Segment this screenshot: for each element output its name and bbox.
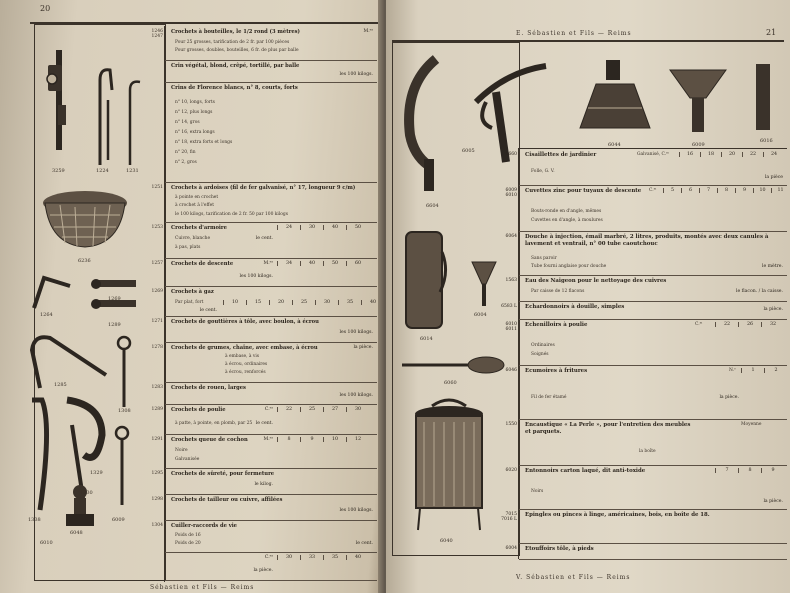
right-running-footer: V. Sébastien et Fils — Reims bbox=[516, 574, 631, 581]
table-row: 6064 Douche à injection, émail marbré, 2 litres, produits, montés avec deux canules à lavement et ventrail, n° 00 tube caoutchouc Sans paroir Tube fourni anglaise pour douche le mètre. bbox=[519, 231, 787, 276]
table-row: 6583 L Echardonnoirs à douille, simples la pièce. bbox=[519, 301, 787, 320]
illus-number: 1338 bbox=[28, 517, 41, 523]
hook-illustration-pair bbox=[90, 60, 150, 170]
sickle-illustration bbox=[400, 55, 446, 195]
left-running-footer: Sébastien et Fils — Reims bbox=[150, 584, 255, 591]
illus-number: 6009 bbox=[112, 517, 125, 523]
illus-number: 6236 bbox=[78, 258, 91, 264]
illus-number: 6016 bbox=[760, 138, 773, 144]
hook-illustration-small bbox=[30, 268, 80, 313]
illus-number: 6010 bbox=[40, 540, 53, 546]
table-row: 1295 Crochets de sûreté, pour fermeture le kilog. bbox=[165, 468, 377, 495]
curved-hook-illustration bbox=[20, 330, 110, 390]
illus-number: 6044 bbox=[608, 142, 621, 148]
gutter-piece-illustration bbox=[754, 62, 774, 132]
illus-number: 3259 bbox=[52, 168, 65, 174]
illus-number: 1269 bbox=[108, 296, 121, 302]
illus-number: 1285 bbox=[54, 382, 67, 388]
stove-pot-illustration bbox=[404, 396, 494, 536]
chain-hook-illustration bbox=[110, 425, 134, 515]
left-page bbox=[0, 0, 384, 593]
table-row: 6009 6010 Cuvettes zinc pour tuyaux de descente C.ᵐ 5 6 7 8 9 10 11 Bouts-ronde en d'angle, mêmes Cuvettes en d'angle, à moulures bbox=[519, 185, 787, 232]
table-row: 1246 1247 Crochets à bouteilles, le 1/2 rond (3 mètres) M.ᵉˢ Pour 25 grosses, tarification de 2 fr. par 100 pièces Pour grosses, doubles, bouteilles, 6 fr. de plus par balle bbox=[165, 26, 377, 61]
left-top-rule bbox=[30, 22, 380, 24]
table-row: C.ᵉˢ 30 33 35 40 la pièce. bbox=[165, 552, 377, 581]
size-cells: 24 30 40 50 bbox=[277, 225, 369, 230]
table-row: 1550 Encaustique « La Perle », pour l'entretien des meubles et parquets. Moyenne la boîte bbox=[519, 419, 787, 466]
table-row: Crins de Florence blancs, n° 8, courts, forts n° 10, longs, forts n° 12, plus longs n° 14, gros n° 16, extra longs n° 18, extra forts et longs n° 20, fin n° 2, gros bbox=[165, 82, 377, 183]
right-page-number: 21 bbox=[766, 28, 777, 37]
table-row: 7015 7016 L Epingles ou pinces à linge, américaines, bois, en boîte de 18. bbox=[519, 509, 787, 544]
illus-number: 6014 bbox=[420, 336, 433, 342]
illus-number: 6004 bbox=[474, 312, 487, 318]
table-row: 6660 Cisaillettes de jardinier Galvanisé, C.ᵐ 16 18 20 22 24 Folle, G. V. la pièce bbox=[519, 149, 787, 186]
gutter-funnel-illustration-2 bbox=[668, 64, 728, 136]
illus-number: 6060 bbox=[444, 380, 457, 386]
illus-number: 6604 bbox=[426, 203, 439, 209]
table-row: 1251 Crochets à ardoises (fil de fer galvanisé, n° 17, longueur 9 c/m) à pointe en crochet à crochet à l'effet le 100 kilogs, tarification de 2 fr. 50 par 100 kilogs bbox=[165, 182, 377, 223]
table-row: 1563 Eau des Naigeon pour le nettoyage des cuivres Par caisse de 12 flacons le flacon. / la caisse. bbox=[519, 275, 787, 302]
table-row: 1253 Crochets d'armoire 24 30 40 50 Cuivre, blanche à pas, plats le cent. bbox=[165, 222, 377, 259]
illus-number: 1289 bbox=[108, 322, 121, 328]
table-row: 1291 Crochets queue de cochon M.ᵉˢ 8 9 10 12 Noire Galvanisée bbox=[165, 434, 377, 469]
table-row: 6046 Ecumoires à fritures N.ᵒ 1 2 Fil de fer étamé la pièce. bbox=[519, 365, 787, 420]
table-row: 1271 Crochets de gouttières à tôle, avec boulon, à écrou les 100 kilogs. bbox=[165, 316, 377, 343]
illus-number: 1329 bbox=[90, 470, 103, 476]
table-row: 1269 Crochets à gaz 10 15 20 25 30 35 40 Par plat, fort le cent. bbox=[165, 286, 377, 317]
illus-number: 6005 bbox=[462, 148, 475, 154]
table-row: 1257 Crochets de descente M.ᵉˢ 34 40 50 60 les 100 kilogs. bbox=[165, 258, 377, 287]
basket-illustration bbox=[40, 185, 130, 255]
lantern-illustration bbox=[40, 45, 80, 155]
funnel-illustration bbox=[470, 258, 498, 308]
illus-number: 1308 bbox=[118, 408, 131, 414]
illus-number: 6040 bbox=[440, 538, 453, 544]
illus-number: 1231 bbox=[126, 168, 139, 174]
row-title: Crochets à bouteilles, le 1/2 rond (3 mètres) bbox=[171, 29, 301, 35]
right-page bbox=[386, 0, 790, 593]
skimmer-illustration bbox=[400, 355, 510, 375]
table-row: Crin végétal, blond, crêpé, tortillé, par balle les 100 kilogs. bbox=[165, 60, 377, 83]
illus-number: 1224 bbox=[96, 168, 109, 174]
illus-number: 1230 bbox=[80, 490, 93, 496]
eye-hook-illustration bbox=[112, 335, 136, 415]
right-price-table bbox=[501, 148, 787, 559]
table-row: 6020 Entonnoirs carton laqué, dit anti-toxide 7 8 9 Noirs la pièce. bbox=[519, 465, 787, 510]
table-row: 1289 Crochets de poulie C.ᵉˢ 22 25 27 30 à patte, à pointe, en plomb, par 25 le cent. bbox=[165, 404, 377, 435]
statuette-illustration bbox=[60, 478, 100, 528]
table-row: 1278 Crochets de grumes, chaîne, avec embase, à écrou la pièce. à embase, à vis à écrou, ordinaires à écrou, renforcés bbox=[165, 342, 377, 383]
left-price-table bbox=[151, 26, 377, 582]
douche-illustration bbox=[400, 222, 450, 332]
table-row: 1298 Crochets de tailleur ou cuivre, affilées les 100 kilogs. bbox=[165, 494, 377, 521]
left-page-number: 20 bbox=[40, 4, 51, 13]
table-row: 1304 Cuiller-raccords de vie Poids de 16 Poids de 20 le cent. bbox=[165, 520, 377, 553]
illus-number: 6009 bbox=[692, 142, 705, 148]
right-running-header: E. Sébastien et Fils — Reims bbox=[516, 30, 632, 37]
illus-number: 1264 bbox=[40, 312, 53, 318]
table-row: 6010 6011 Echenilloirs à poulie C.ᵐ 22 26 32 Ordinaires Soignés bbox=[519, 319, 787, 366]
gutter-funnel-illustration-1 bbox=[576, 58, 656, 138]
illus-number: 6048 bbox=[70, 530, 83, 536]
table-row: 1283 Crochets de rouen, larges les 100 kilogs. bbox=[165, 382, 377, 405]
table-row: 6004 Etouffoirs tôle, à pieds bbox=[519, 543, 787, 560]
